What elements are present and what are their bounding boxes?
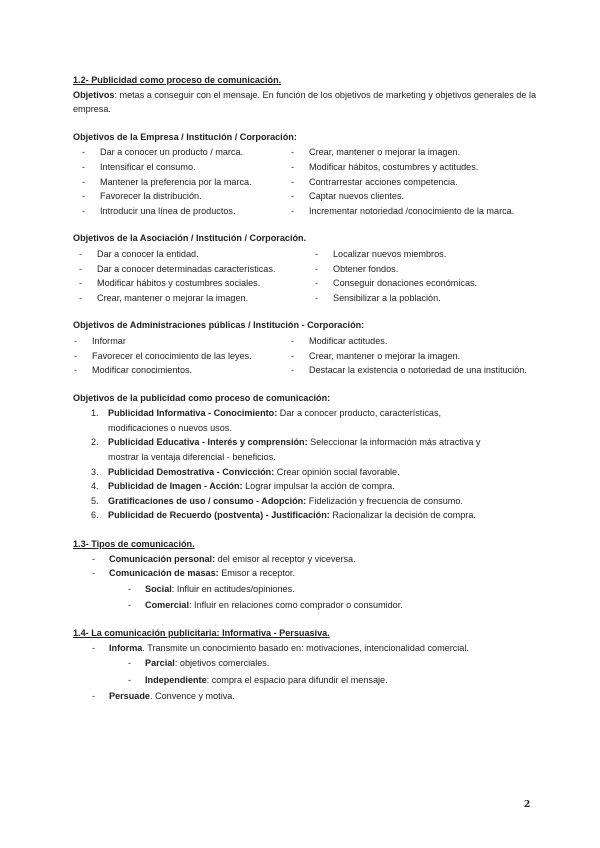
proceso-title: Objetivos de la publicidad como proceso de comunicación:: [73, 392, 331, 403]
list-item: 6. Publicidad de Recuerdo (postventa) - Justificación: Racionalizar la decisión de compra.: [91, 510, 476, 521]
empresa-title: Objetivos de la Empresa / Institución / Corporación:: [73, 131, 297, 142]
page-number: 2: [524, 800, 531, 810]
proceso-list: [73, 406, 543, 523]
list-item: Crear, mantener o mejorar la imagen.: [309, 350, 461, 361]
list-item: - Comunicación de masas: Emisor a receptor.: [92, 568, 295, 579]
empresa-list: - Dar a conocer un producto / marca. - Crear, mantener o mejorar la imagen. - Intensificar el consumo. - Modificar hábitos, costumbres y actitudes. - Mantener la preferencia por la marca. - Contrarrestar acciones competencia. - Favorecer la distribución. - Captar nuevos clientes. - Introducir una línea de productos. - Incrementar notoriedad /conocimiento de la marca.: [73, 145, 543, 218]
list-item: 4. Publicidad de Imagen - Acción: Lograr impulsar la acción de compra.: [91, 481, 395, 492]
list-item: Conseguir donaciones económicas.: [333, 278, 478, 289]
section-heading-1-4: 1.4- La comunicación publicitaria: Informativa - Persuasiva.: [73, 628, 330, 638]
list-item: Crear, mantener o mejorar la imagen.: [97, 292, 249, 303]
asociacion-block: [73, 231, 543, 305]
section-heading-1-2: 1.2- Publicidad como proceso de comunicación.: [73, 75, 282, 85]
list-item: Mantener la preferencia por la marca.: [100, 176, 252, 187]
list-item: Destacar la existencia o notoriedad de una institución.: [309, 365, 527, 376]
objetivos-paragraph: [73, 88, 543, 117]
list-item: 2. Publicidad Educativa - Interés y comprensión: Seleccionar la información más atractiva y mostrar la ventaja diferencial - beneficios.: [91, 437, 481, 463]
list-item: Incrementar notoriedad /conocimiento de la marca.: [309, 205, 515, 216]
list-item: Modificar hábitos y costumbres sociales.: [97, 278, 261, 289]
section-1-4: [73, 626, 543, 704]
admin-block: [73, 318, 543, 377]
document-page: [73, 73, 543, 704]
list-item: Dar a conocer la entidad.: [97, 248, 199, 259]
list-item: Favorecer la distribución.: [100, 191, 202, 202]
list-item: Captar nuevos clientes.: [309, 191, 405, 202]
list-item: Localizar nuevos miembros.: [333, 248, 447, 259]
list-item: Modificar conocimientos.: [92, 365, 193, 376]
list-item: Crear, mantener o mejorar la imagen.: [309, 147, 461, 158]
list-item: Modificar hábitos, costumbres y actitudes.: [309, 161, 479, 172]
asociacion-title: Objetivos de la Asociación / Institución / Corporación.: [73, 233, 307, 244]
list-item: Obtener fondos.: [333, 263, 399, 274]
list-item: Informar: [92, 335, 126, 346]
list-item: - Parcial: objetivos comerciales.: [128, 658, 270, 669]
list-item: Favorecer el conocimiento de las leyes.: [92, 350, 252, 361]
admin-title: Objetivos de Administraciones públicas / Institución - Corporación:: [73, 320, 365, 331]
section-heading-1-3: 1.3- Tipos de comunicación.: [73, 539, 195, 550]
list-item: Intensificar el consumo.: [100, 161, 196, 172]
list-item: Dar a conocer determinadas características.: [97, 263, 276, 274]
list-item: - Social: Influir en actitudes/opiniones.: [128, 583, 295, 594]
empresa-block: [73, 130, 543, 219]
admin-list: - Informar - Modificar actitudes. - Favorecer el conocimiento de las leyes. - Crear, mantener o mejorar la imagen. - Modificar conocimientos. - Destacar la existencia o notoriedad de una institución.: [73, 334, 543, 378]
section-1-3: [73, 537, 543, 613]
list-item: - Independiente: compra el espacio para difundir el mensaje.: [128, 674, 388, 685]
list-item: - Persuade. Convence y motiva.: [92, 691, 235, 702]
objetivos-label: Objetivos: [73, 89, 115, 100]
list-item: - Informa. Transmite un conocimiento basado en: motivaciones, intencionalidad comercial.: [92, 642, 469, 653]
list-item: Sensibilizar a la población.: [333, 292, 441, 303]
asociacion-list: - Dar a conocer la entidad. - Localizar nuevos miembros. - Dar a conocer determinadas características. - Obtener fondos. - Modificar hábitos y costumbres sociales. - Conseguir donaciones económicas. - Crear, mantener o mejorar la imagen. - Sensibilizar a la población.: [73, 247, 543, 305]
list-item: 1. Publicidad Informativa - Conocimiento: Dar a conocer producto, características, modificaciones o nuevos usos.: [91, 408, 442, 433]
list-item: 3. Publicidad Demostrativa - Convicción: Crear opinión social favorable.: [91, 466, 400, 477]
list-item: Contrarrestar acciones competencia.: [309, 176, 458, 187]
proceso-block: [73, 391, 543, 523]
list-item: Dar a conocer un producto / marca.: [100, 147, 244, 158]
objetivos-text: : metas a conseguir con el mensaje. En función de los objetivos de marketing y objetivos generales de la empresa.: [73, 89, 537, 115]
list-item: 5. Gratificaciones de uso / consumo - Adopción: Fidelización y frecuencia de consumo.: [91, 495, 463, 506]
list-item: Modificar actitudes.: [309, 335, 388, 346]
list-item: Introducir una línea de productos.: [100, 205, 236, 216]
list-item: - Comercial: Influir en relaciones como comprador o consumidor.: [128, 600, 403, 611]
list-item: - Comunicación personal: del emisor al receptor y viceversa.: [92, 553, 356, 564]
